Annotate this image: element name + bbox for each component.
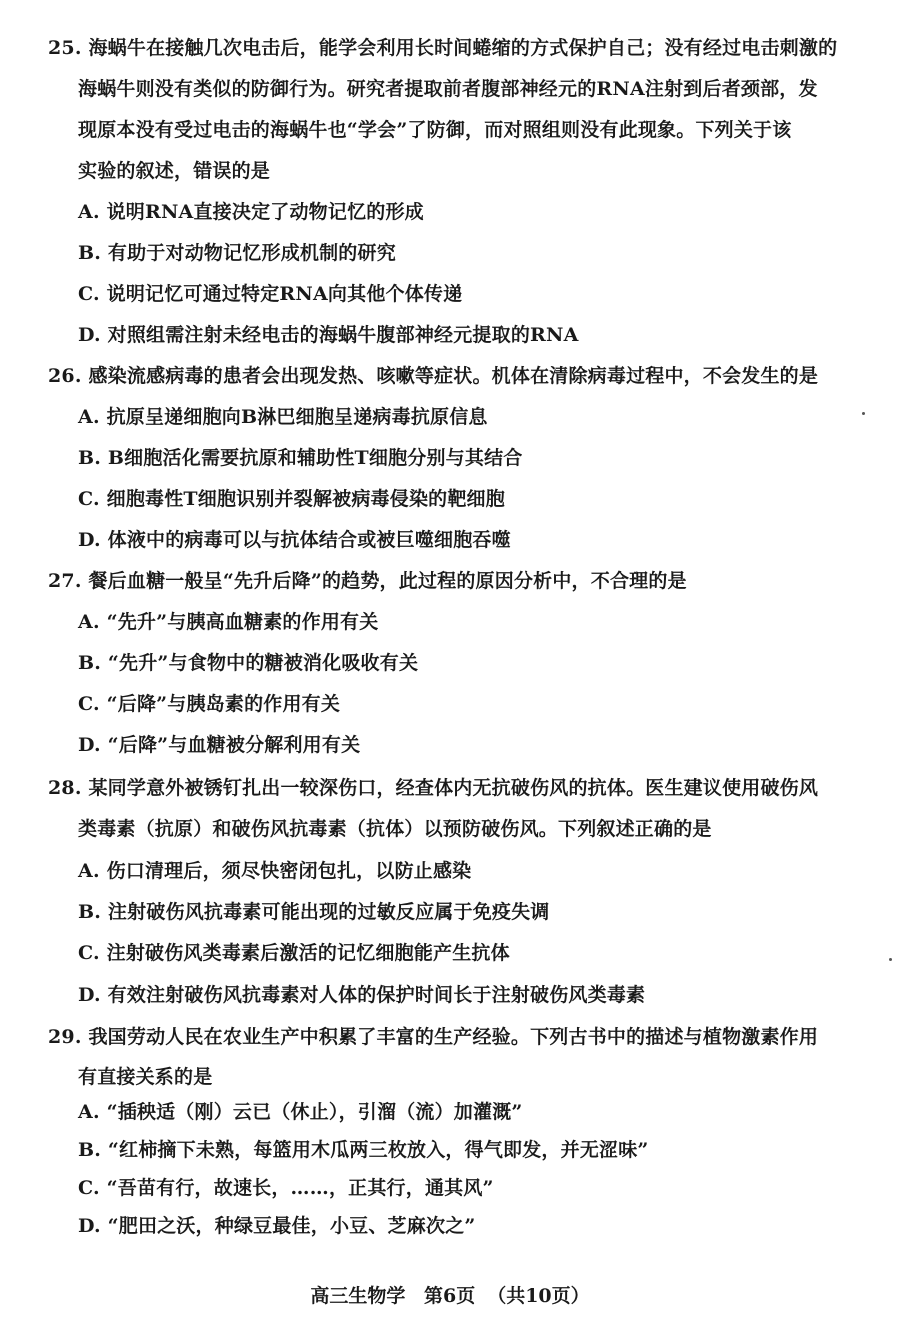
option-b: B. B细胞活化需要抗原和辅助性T细胞分别与其结合 <box>78 447 523 469</box>
option-a: A. 抗原呈递细胞向B淋巴细胞呈递病毒抗原信息 <box>78 406 488 428</box>
option-c: C. “后降”与胰岛素的作用有关 <box>78 693 341 715</box>
page-footer <box>0 1284 900 1308</box>
question-stem-line <box>48 36 837 60</box>
option-a: A. 说明RNA直接决定了动物记忆的形成 <box>78 201 424 223</box>
option-d: D. “肥田之沃，种绿豆最佳，小豆、芝麻次之” <box>78 1215 476 1237</box>
option-c: C. 说明记忆可通过特定RNA向其他个体传递 <box>78 283 463 305</box>
option-d: D. 对照组需注射未经电击的海蜗牛腹部神经元提取的RNA <box>78 324 579 346</box>
option-d: D. 有效注射破伤风抗毒素对人体的保护时间长于注射破伤风类毒素 <box>78 984 646 1006</box>
question-stem-text: 餐后血糖一般呈“先升后降”的趋势，此过程的原因分析中，不合理的是 <box>88 570 687 592</box>
question-number: 28. <box>48 777 82 799</box>
scan-speck <box>862 412 865 415</box>
question-stem-text: 海蜗牛在接触几次电击后，能学会利用长时间蜷缩的方式保护自己；没有经过电击刺激的 <box>88 37 838 59</box>
question-stem-line: 海蜗牛则没有类似的防御行为。研究者提取前者腹部神经元的RNA注射到后者颈部，发 <box>78 78 818 100</box>
option-a: A. 伤口清理后，须尽快密闭包扎，以防止感染 <box>78 860 472 882</box>
question-stem-line: 类毒素（抗原）和破伤风抗毒素（抗体）以预防破伤风。下列叙述正确的是 <box>78 818 712 840</box>
option-b: B. 有助于对动物记忆形成机制的研究 <box>78 242 396 264</box>
question-stem-line <box>48 569 687 593</box>
question-number: 29. <box>48 1026 82 1048</box>
question-stem-line: 现原本没有受过电击的海蜗牛也“学会”了防御，而对照组则没有此现象。下列关于该 <box>78 119 792 141</box>
footer-total-pages: （共10页） <box>487 1285 590 1307</box>
option-a: A. “插秧适（刚）云已（休止），引溜（流）加灌溉” <box>78 1101 523 1123</box>
option-c: C. 细胞毒性T细胞识别并裂解被病毒侵染的靶细胞 <box>78 488 505 510</box>
option-a: A. “先升”与胰高血糖素的作用有关 <box>78 611 379 633</box>
option-b: B. “红柿摘下未熟，每篮用木瓜两三枚放入，得气即发，并无涩味” <box>78 1139 649 1161</box>
question-stem-line <box>48 364 818 388</box>
question-stem-line: 有直接关系的是 <box>78 1066 213 1088</box>
question-number: 25. <box>48 37 82 59</box>
question-stem-text: 某同学意外被锈钉扎出一较深伤口，经查体内无抗破伤风的抗体。医生建议使用破伤风 <box>88 777 819 799</box>
option-c: C. 注射破伤风类毒素后激活的记忆细胞能产生抗体 <box>78 942 510 964</box>
option-d: D. 体液中的病毒可以与抗体结合或被巨噬细胞吞噬 <box>78 529 511 551</box>
option-b: B. 注射破伤风抗毒素可能出现的过敏反应属于免疫失调 <box>78 901 550 923</box>
scan-speck <box>889 958 892 961</box>
question-stem-text: 我国劳动人民在农业生产中积累了丰富的生产经验。下列古书中的描述与植物激素作用 <box>88 1026 819 1048</box>
option-c: C. “吾苗有行，故速长，……，正其行，通其风” <box>78 1177 494 1199</box>
question-number: 27. <box>48 570 82 592</box>
footer-page-number: 第6页 <box>423 1285 476 1307</box>
question-stem-line: 实验的叙述，错误的是 <box>78 160 271 182</box>
question-stem-text: 感染流感病毒的患者会出现发热、咳嗽等症状。机体在清除病毒过程中，不会发生的是 <box>88 365 819 387</box>
footer-subject: 高三生物学 <box>310 1285 406 1307</box>
question-number: 26. <box>48 365 82 387</box>
option-d: D. “后降”与血糖被分解利用有关 <box>78 734 361 756</box>
question-stem-line <box>48 1025 818 1049</box>
question-stem-line <box>48 776 818 800</box>
option-b: B. “先升”与食物中的糖被消化吸收有关 <box>78 652 419 674</box>
